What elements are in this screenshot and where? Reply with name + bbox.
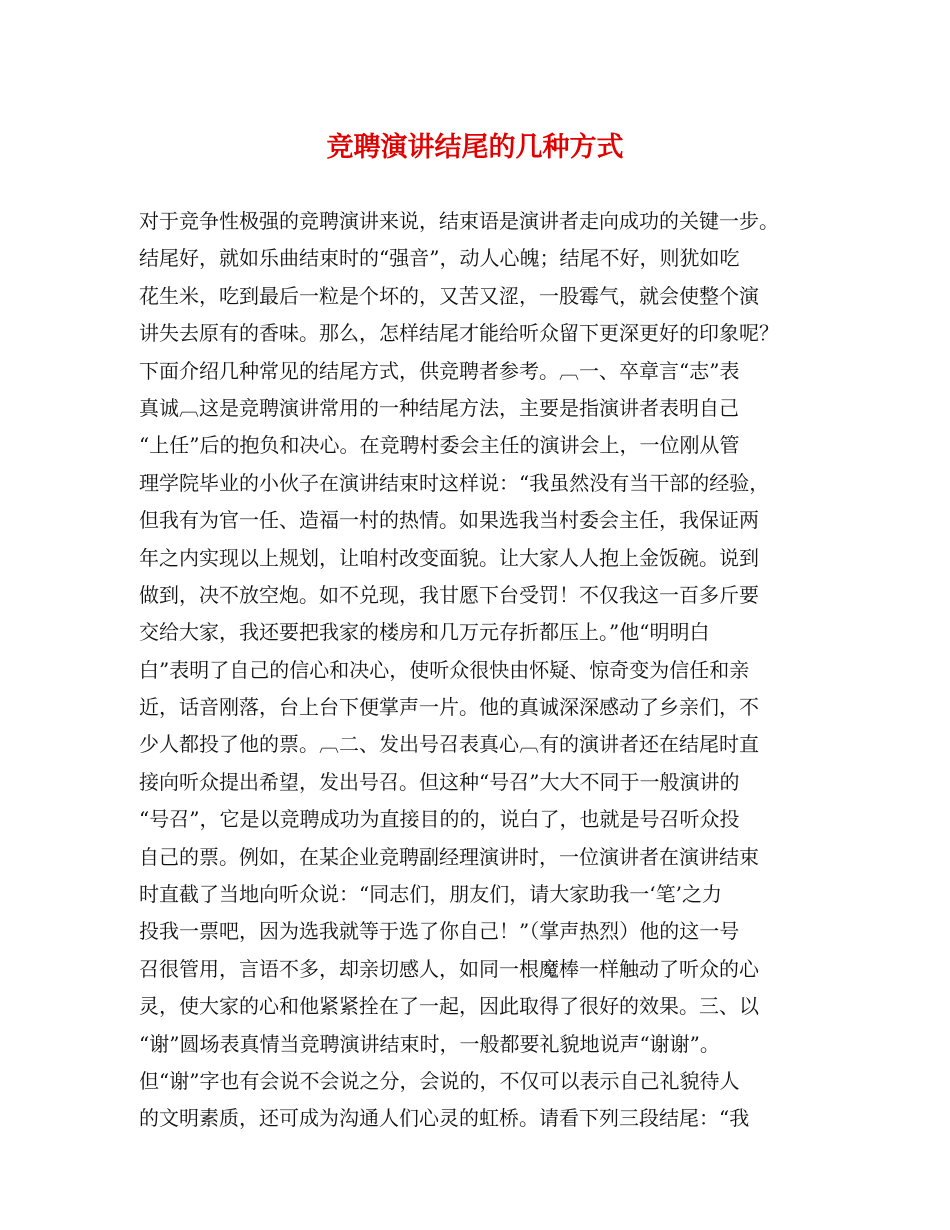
body-text-line: 投我一票吧，因为选我就等于选了你自己！”（掌声热烈）他的这一号 <box>139 919 740 944</box>
body-text-line: 年之内实现以上规划，让咱村改变面貌。让大家人人抱上金饭碗。说到 <box>139 545 759 570</box>
body-text-line: 讲失去原有的香味。那么，怎样结尾才能给听众留下更深更好的印象呢？ <box>139 321 779 346</box>
body-text-line: 下面介绍几种常见的结尾方式，供竞聘者参考。︹一、卒章言“志”表 <box>139 358 740 383</box>
body-text-line: 但我有为官一任、造福一村的热情。如果选我当村委会主任，我保证两 <box>139 508 759 533</box>
body-text-line: “谢”圆场表真情当竞聘演讲结束时，一般都要礼貌地说声“谢谢”。 <box>139 1031 720 1056</box>
body-text-line: “号召”，它是以竞聘成功为直接目的的，说白了，也就是号召听众投 <box>139 807 740 832</box>
body-text-line: “上任”后的抱负和决心。在竞聘村委会主任的演讲会上，一位刚从管 <box>139 433 740 458</box>
body-text-line: 花生米，吃到最后一粒是个坏的，又苦又涩，一股霉气，就会使整个演 <box>139 283 759 308</box>
body-text-line: 的文明素质，还可成为沟通人们心灵的虹桥。请看下列三段结尾：“我 <box>139 1106 750 1131</box>
body-text-line: 对于竞争性极强的竞聘演讲来说，结束语是演讲者走向成功的关键一步。 <box>139 209 779 233</box>
body-text-line: 召很管用，言语不多，却亲切感人，如同一根魔棒一样触动了听众的心 <box>139 956 759 981</box>
body-text-line: 近，话音刚落，台上台下便掌声一片。他的真诚深深感动了乡亲们，不 <box>139 695 759 720</box>
body-text-line: 但“谢”字也有会说不会说之分，会说的，不仅可以表示自己礼貌待人 <box>139 1068 740 1093</box>
body-text-line: 结尾好，就如乐曲结束时的“强音”，动人心魄；结尾不好，则犹如吃 <box>139 246 740 271</box>
body-text-line: 自己的票。例如，在某企业竞聘副经理演讲时，一位演讲者在演讲结束 <box>139 844 759 869</box>
body-text-line: 做到，决不放空炮。如不兑现，我甘愿下台受罚！不仅我这一百多斤要 <box>139 582 759 607</box>
body-text-line: 理学院毕业的小伙子在演讲结束时这样说：“我虽然没有当干部的经验， <box>139 470 770 495</box>
document-title: 竞聘演讲结尾的几种方式 <box>326 132 624 163</box>
body-text-line: 白”表明了自己的信心和决心，使听众很快由怀疑、惊奇变为信任和亲 <box>139 657 750 682</box>
body-text-line: 接向听众提出希望，发出号召。但这种“号召”大大不同于一般演讲的 <box>139 769 740 794</box>
document-body <box>139 203 819 1138</box>
body-text-line: 时直截了当地向听众说：“同志们，朋友们，请大家助我一‘笔’之力 <box>139 882 722 907</box>
body-text-line: 灵，使大家的心和他紧紧拴在了一起，因此取得了很好的效果。三、以 <box>139 994 759 1019</box>
body-text-line: 少人都投了他的票。︹二、发出号召表真心︹有的演讲者还在结尾时直 <box>139 732 759 757</box>
body-text-line: 真诚︹这是竞聘演讲常用的一种结尾方法，主要是指演讲者表明自己 <box>139 395 739 420</box>
body-text-line: 交给大家，我还要把我家的楼房和几万元存折都压上。”他“明明白 <box>139 620 710 645</box>
